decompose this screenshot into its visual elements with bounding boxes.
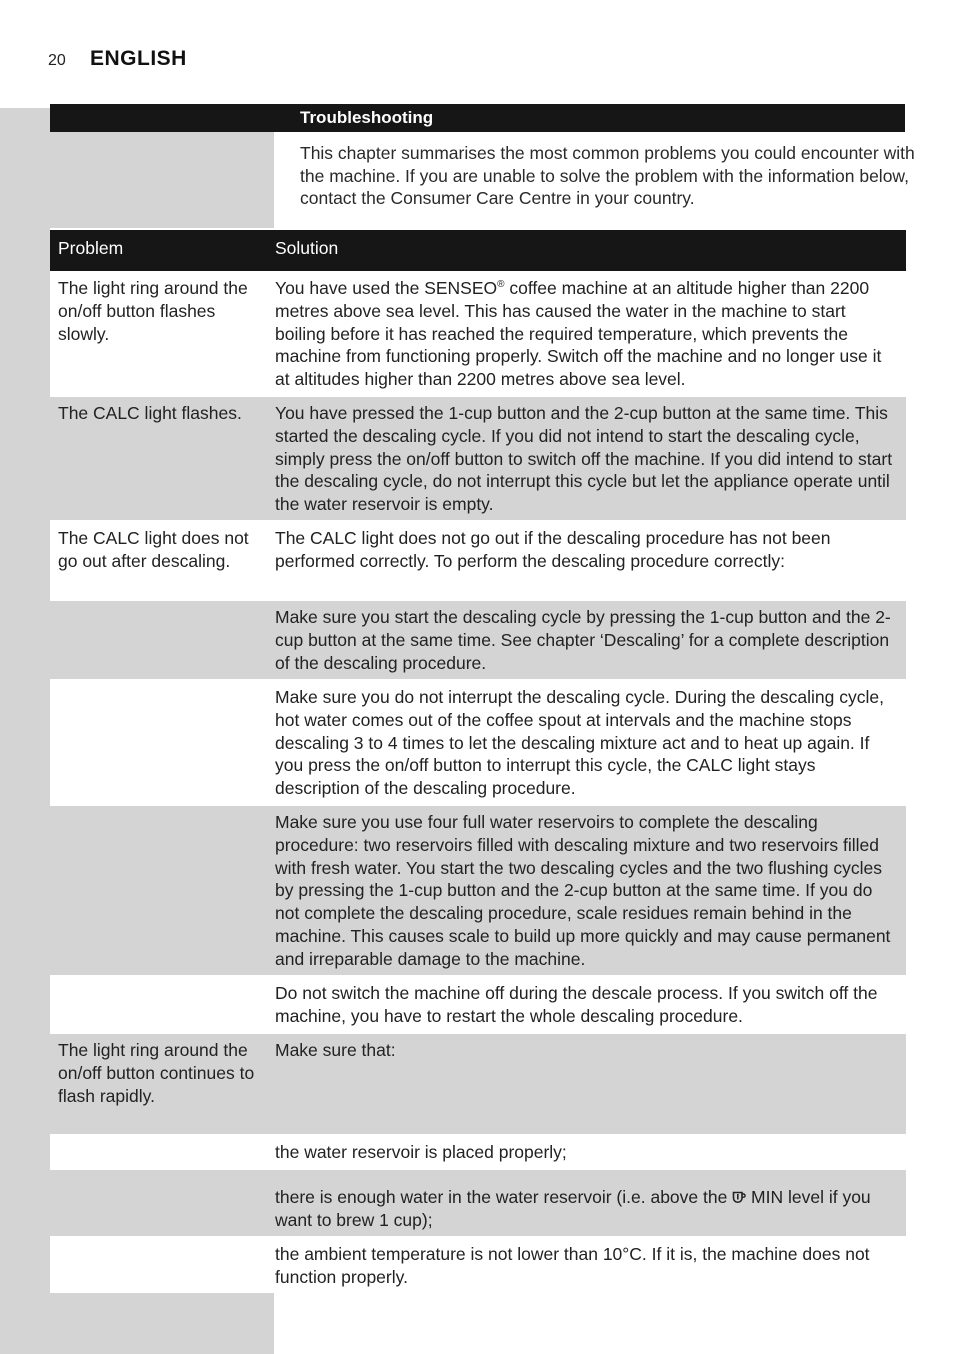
left-margin-band [0, 108, 50, 1354]
solution-cell: the ambient temperature is not lower than 10°C. If it is, the machine does not function properly. [275, 1244, 870, 1287]
solution-cell: Do not switch the machine off during the descale process. If you switch off the machine, you have to restart the whole descaling procedure. [275, 983, 878, 1026]
intro-side-panel [50, 132, 274, 228]
solution-cell: You have pressed the 1-cup button and the 2-cup button at the same time. This started the descaling cycle. If you did not intend to start the descaling cycle, simply press the on/off button to switch off the machine. If you did intend to start the descaling cycle, do not interrupt this cycle but let the appliance operate until the water reservoir is empty. [275, 403, 893, 515]
table-row [50, 806, 906, 975]
solution-cell: the water reservoir is placed properly; [275, 1142, 567, 1162]
page-number: 20 [48, 52, 66, 69]
bottom-margin-band [50, 1293, 274, 1354]
registered-mark: ® [497, 279, 505, 291]
header-problem: Problem [58, 238, 124, 258]
table-row [50, 977, 906, 1032]
table-header-row [50, 230, 906, 271]
table-row [50, 1034, 906, 1134]
table-row [50, 272, 906, 395]
table-row [50, 681, 906, 804]
solution-text: You have used the SENSEO [275, 278, 498, 298]
one-cup-icon [732, 1190, 746, 1204]
solution-cell: Make sure you use four full water reservoirs to complete the descaling procedure: two reservoirs filled with descaling mixture and two reservoirs filled with fresh water. You start the two descaling cycles and the two flushing cycles by pressing the 1-cup button and the 2-cup button at the same time. If you do not complete the descaling procedure, scale residues remain behind in the machine. This causes scale to build up more quickly and may cause permanent and irreparable damage to the machine. [275, 812, 891, 969]
table-row [50, 522, 906, 599]
solution-cell: Make sure you start the descaling cycle by pressing the 1-cup button and the 2-cup button at the same time. See chapter ‘Descaling’ for a complete description of the descaling procedure. [275, 607, 891, 673]
solution-cell [275, 1186, 900, 1232]
table-row [50, 1170, 906, 1236]
solution-text: MIN level if you want to brew 1 cup); [275, 1187, 871, 1230]
section-header-bar [50, 104, 905, 132]
solution-text: coffee machine at an altitude higher than 2200 metres above sea level. This has caused the water in the machine to start boiling before it has reached the required temperature, which prevents the machine from functioning properly. Switch off the machine and no longer use it at altitudes higher than 2200 metres above sea level. [275, 278, 882, 390]
solution-cell: Make sure you do not interrupt the descaling cycle. During the descaling cycle, hot water comes out of the coffee spout at intervals and the machine stops descaling 3 to 4 times to let the descaling mixture act and to heat up again. If you press the on/off button to interrupt this cycle, the CALC light stays description of the descaling procedure. [275, 687, 884, 799]
section-title: Troubleshooting [300, 108, 434, 127]
table-row [50, 601, 906, 679]
table-row [50, 1136, 906, 1168]
header-solution: Solution [275, 238, 339, 258]
solution-text: there is enough water in the water reservoir (i.e. above the [275, 1187, 733, 1207]
solution-cell: The CALC light does not go out if the descaling procedure has not been performed correctly. To perform the descaling procedure correctly: [275, 528, 831, 571]
problem-cell: The light ring around the on/off button flashes slowly. [58, 278, 248, 344]
section-intro: This chapter summarises the most common problems you could encounter with the machine. If you are unable to solve the problem with the information below, contact the Consumer Care Centre in your country. [300, 143, 915, 208]
problem-cell: The CALC light flashes. [58, 403, 242, 423]
problem-cell: The CALC light does not go out after descaling. [58, 528, 249, 571]
page-language: ENGLISH [90, 47, 187, 70]
problem-cell: The light ring around the on/off button continues to flash rapidly. [58, 1040, 255, 1106]
table-row [50, 397, 906, 520]
table-row [50, 1238, 906, 1293]
solution-cell: Make sure that: [275, 1040, 396, 1060]
solution-cell [275, 277, 900, 391]
